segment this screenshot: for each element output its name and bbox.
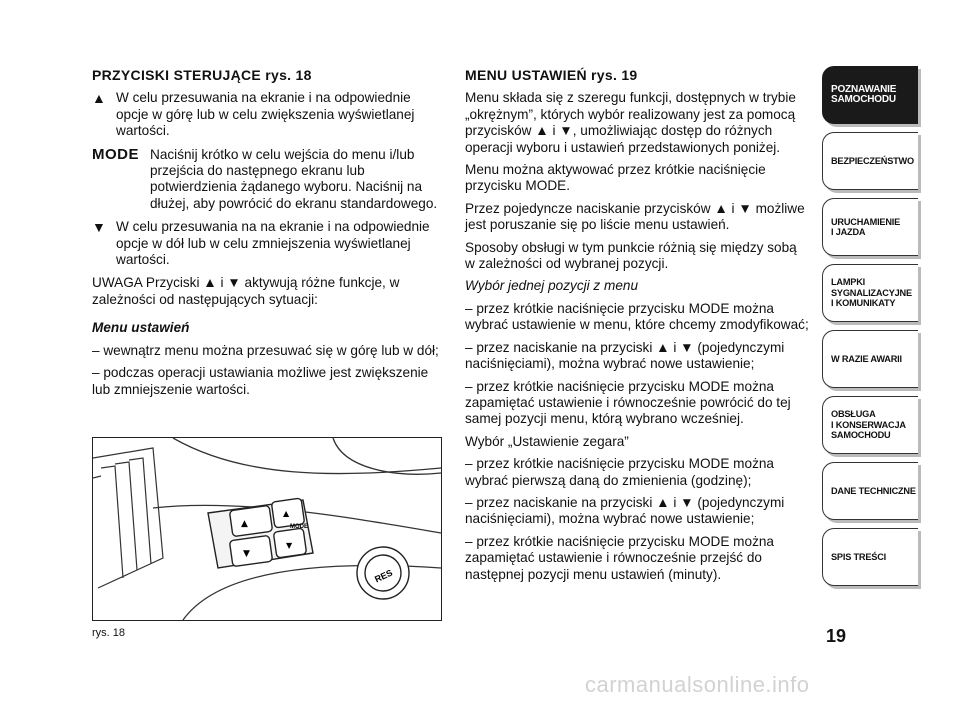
panel-mode-label: MODE bbox=[290, 524, 308, 530]
tab-uruchamienie-i-jazda[interactable]: URUCHAMIENIE I JAZDA bbox=[822, 198, 918, 256]
italic-subheading: Wybór jednej pozycji z menu bbox=[465, 278, 639, 294]
button-panel bbox=[208, 498, 313, 568]
item-mode-text: Naciśnij krótko w celu wejścia do menu i/lub przejścia do następnego ekranu lub potwierdzienia żądanego wyboru. Naciśnij na dłużej, aby powrócić do ekranu standardowego. bbox=[150, 146, 438, 211]
right-step-6: – przez krótkie naciśnięcie przycisku MODE można zapamiętać ustawienie i równocześnie przejść do następnej pozycji menu ustawień (minuty). bbox=[465, 533, 774, 582]
mode-label: MODE bbox=[92, 145, 139, 163]
page-number: 19 bbox=[826, 626, 847, 646]
item-up bbox=[92, 90, 440, 139]
right-column bbox=[465, 67, 810, 589]
air-vent-drawing bbox=[93, 448, 163, 588]
panel-down-label: ▼ bbox=[243, 549, 250, 559]
figure-caption: rys. 18 bbox=[92, 627, 126, 639]
tab-poznawanie-samochodu[interactable]: POZNAWANIE SAMOCHODU bbox=[822, 66, 918, 124]
right-step-2: – przez naciskanie na przyciski ▲ i ▼ (pojedynczymi naciśnięciami), można wybrać nowe ustawienie; bbox=[465, 339, 785, 372]
item-mode bbox=[92, 147, 440, 213]
figure-controls-illustration bbox=[92, 437, 442, 621]
panel-up-label: ▲ bbox=[241, 519, 248, 529]
section-heading-settings-menu: MENU USTAWIEŃ rys. 19 bbox=[465, 67, 638, 83]
tab-obsluga-i-konserwacja[interactable]: OBSŁUGA I KONSERWACJA SAMOCHODU bbox=[822, 396, 918, 454]
controls-drawing bbox=[93, 438, 441, 620]
bullet-2: – podczas operacji ustawiania możliwe jest zwiększenie lub zmniejszenie wartości. bbox=[92, 365, 429, 397]
right-step-4: – przez krótkie naciśnięcie przycisku MODE można wybrać pierwszą daną do zmienienia (godzinę); bbox=[465, 456, 774, 488]
panel-up-label-2: ▲ bbox=[283, 509, 290, 518]
chapter-tabs bbox=[822, 66, 918, 594]
right-clock-heading: Wybór „Ustawienie zegara” bbox=[465, 433, 629, 449]
down-arrow-icon: ▼ bbox=[92, 219, 106, 236]
tab-w-razie-awarii[interactable]: W RAZIE AWARII bbox=[822, 330, 918, 388]
panel-down-label-2: ▼ bbox=[286, 541, 293, 550]
note-paragraph: UWAGA Przyciski ▲ i ▼ aktywują różne funkcje, w zależności od następujących sytuacji: bbox=[92, 275, 400, 307]
bullet-1: – wewnątrz menu można przesuwać się w górę lub w dół; bbox=[92, 342, 439, 358]
tab-spis-tresci[interactable]: SPIS TREŚCI bbox=[822, 528, 918, 586]
right-paragraph-2: Menu można aktywować przez krótkie naciśnięcie przycisku MODE. bbox=[465, 162, 766, 194]
item-down-text: W celu przesuwania na na ekranie i na odpowiednie opcje w dół lub w celu zmniejszenia wyświetlanej wartości. bbox=[116, 219, 430, 268]
res-label: RES bbox=[373, 567, 395, 585]
right-paragraph-1: Menu składa się z szeregu funkcji, dostępnych w trybie „okrężnym”, których wybór realizowany jest za pomocą przycisków ▲ i ▼, umożliwiając dostęp do różnych operacji wyboru i ustawień przedstawionych poniżej. bbox=[465, 90, 796, 155]
right-paragraph-4: Sposoby obsługi w tym punkcie różnią się między sobą w zależności od wybranej pozycji. bbox=[465, 239, 797, 272]
right-paragraph-3: Przez pojedyncze naciskanie przycisków ▲ i ▼ możliwe jest poruszanie się po liście menu ustawień. bbox=[465, 200, 805, 233]
right-step-3: – przez krótkie naciśnięcie przycisku MODE można zapamiętać ustawienie i równocześnie powrócić do tej samej pozycji menu, którą wybrano wcześniej. bbox=[465, 378, 791, 427]
right-step-5: – przez naciskanie na przyciski ▲ i ▼ (pojedynczymi naciśnięciami), można wybrać nowe ustawienie; bbox=[465, 494, 785, 527]
subheading-menu: Menu ustawień bbox=[92, 320, 190, 336]
watermark: carmanualsonline.info bbox=[585, 672, 810, 697]
left-column bbox=[92, 67, 440, 404]
tab-lampki-sygnalizacyjne[interactable]: LAMPKI SYGNALIZACYJNE I KOMUNIKATY bbox=[822, 264, 918, 322]
item-down bbox=[92, 219, 440, 268]
tab-dane-techniczne[interactable]: DANE TECHNICZNE bbox=[822, 462, 918, 520]
right-step-1: – przez krótkie naciśnięcie przycisku MODE można wybrać ustawienie w menu, które chcemy zmodyfikować; bbox=[465, 300, 809, 333]
section-heading-controls: PRZYCISKI STERUJĄCE rys. 18 bbox=[92, 67, 312, 83]
item-up-text: W celu przesuwania na ekranie i na odpowiednie opcje w górę lub w celu zwiększenia wyświetlanej wartości. bbox=[116, 90, 415, 139]
up-arrow-icon: ▲ bbox=[92, 90, 106, 107]
tab-bezpieczenstwo[interactable]: BEZPIECZEŃSTWO bbox=[822, 132, 918, 190]
